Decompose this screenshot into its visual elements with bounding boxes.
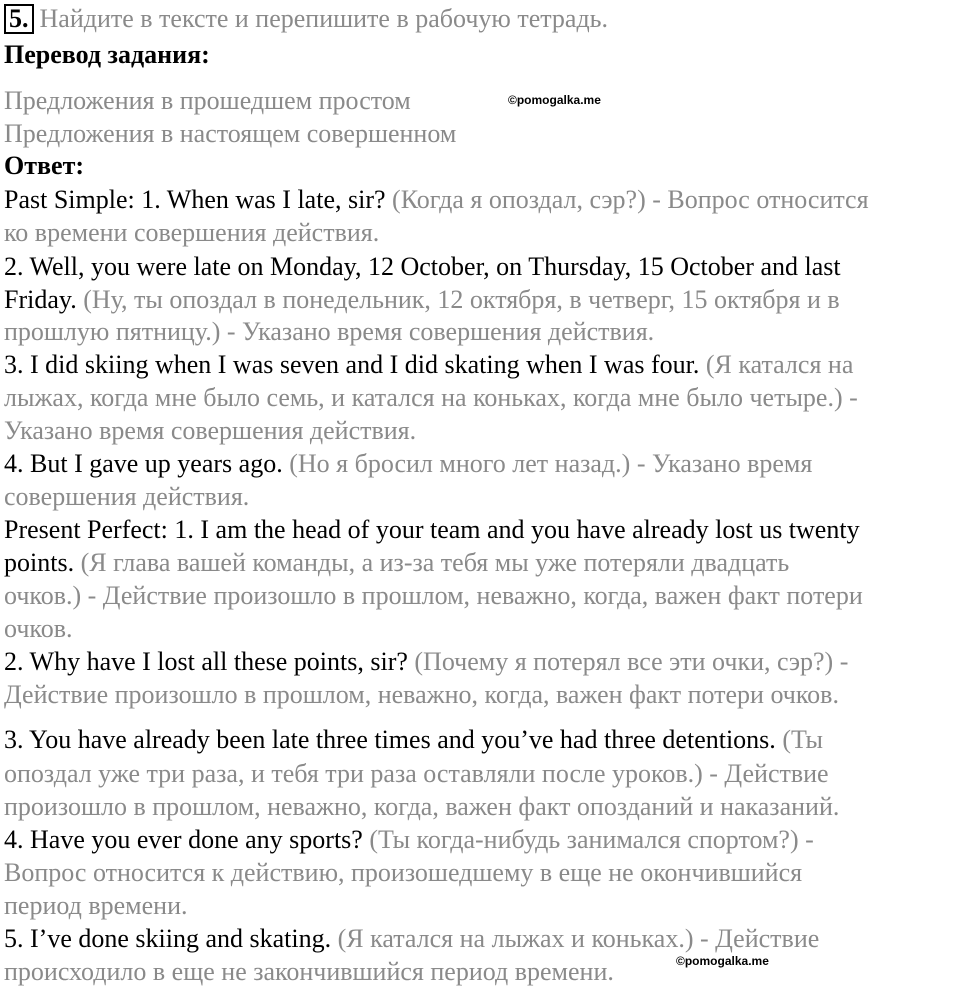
pp4-russian-cont-2: период времени. <box>4 891 188 920</box>
pp1-russian-cont-2: очков. <box>4 614 73 643</box>
ps3-russian-cont: лыжах, когда мне было семь, и катался на коньках, когда мне было четыре.) - <box>4 383 858 412</box>
pp4-line-1 <box>4 823 814 856</box>
pp2-russian: (Почему я потерял все эти очки, сэр?) - <box>414 647 849 676</box>
pp4-russian: (Ты когда-нибудь занимался спортом?) - <box>369 825 814 854</box>
ps3-russian: (Я катался на <box>705 350 854 379</box>
pp5-english: 5. I’ve done skiing and skating. <box>4 924 332 953</box>
past-simple-item-1 <box>4 183 869 216</box>
present-perfect-label: Present Perfect: <box>4 515 168 544</box>
translation-heading: Перевод задания: <box>4 40 210 69</box>
translation-line-2: Предложения в настоящем совершенном <box>4 119 457 148</box>
ps2-line-2 <box>4 283 840 316</box>
pp1-russian: (Я глава вашей команды, а из-за тебя мы уже потеряли двадцать <box>80 548 790 577</box>
pp3-line-1 <box>4 723 823 756</box>
pp3-english: 3. You have already been late three times and you’ve had three detentions. <box>4 725 776 754</box>
ps3-russian-cont-2: Указано время совершения действия. <box>4 416 417 445</box>
ps2-russian-cont: прошлую пятницу.) - Указано время совершения действия. <box>4 317 655 346</box>
pp1-english-cont: points. <box>4 548 75 577</box>
pp1-line-2 <box>4 546 789 579</box>
watermark-top: ©pomogalka.me <box>508 93 601 107</box>
task-line <box>4 2 608 35</box>
ps4-english: 4. But I gave up years ago. <box>4 449 283 478</box>
ps4-line-1 <box>4 447 812 480</box>
pp2-english: 2. Why have I lost all these points, sir? <box>4 647 408 676</box>
ps3-line-1 <box>4 348 853 381</box>
ps2-russian: (Ну, ты опоздал в понедельник, 12 октября, в четверг, 15 октября и в <box>83 285 840 314</box>
pp1-russian-cont: очков.) - Действие произошло в прошлом, неважно, когда, важен факт потери <box>4 581 863 610</box>
watermark-bottom: ©pomogalka.me <box>676 954 769 968</box>
ps4-russian-cont: совершения действия. <box>4 482 250 511</box>
ps3-english: 3. I did skiing when I was seven and I did skating when I was four. <box>4 350 700 379</box>
pp4-english: 4. Have you ever done any sports? <box>4 825 363 854</box>
pp5-russian: (Я катался на лыжах и коньках.) - Действие <box>337 924 820 953</box>
pp4-russian-cont: Вопрос относится к действию, произошедшему в еще не окончившийся <box>4 858 803 887</box>
task-text: Найдите в тексте и перепишите в рабочую тетрадь. <box>39 4 609 33</box>
ps1-russian-cont: ко времени совершения действия. <box>4 218 380 247</box>
pp2-russian-cont: Действие произошло в прошлом, неважно, когда, важен факт потери очков. <box>4 680 839 709</box>
ps1-english: 1. When was I late, sir? <box>141 185 386 214</box>
task-number: 5. <box>4 4 34 34</box>
ps4-russian: (Но я бросил много лет назад.) - Указано время <box>289 449 813 478</box>
answer-heading: Ответ: <box>4 151 85 180</box>
pp3-russian-cont: опоздал уже три раза, и тебя три раза оставляли после уроков.) - Действие <box>4 759 829 788</box>
pp3-russian: (Ты <box>782 725 824 754</box>
past-simple-label: Past Simple: <box>4 185 135 214</box>
pp1-english: 1. I am the head of your team and you have already lost us twenty <box>174 515 860 544</box>
translation-line-1: Предложения в прошедшем простом <box>4 86 411 115</box>
ps2-english: 2. Well, you were late on Monday, 12 October, on Thursday, 15 October and last <box>4 252 841 281</box>
ps1-russian: (Когда я опоздал, сэр?) - Вопрос относится <box>392 185 869 214</box>
present-perfect-item-1 <box>4 513 860 546</box>
pp3-russian-cont-2: произошло в прошлом, неважно, когда, важен факт опозданий и наказаний. <box>4 792 840 821</box>
pp5-line-1 <box>4 922 819 955</box>
pp2-line-1 <box>4 645 848 678</box>
pp5-russian-cont: происходило в еще не закончившийся период времени. <box>4 957 614 986</box>
ps2-english-cont: Friday. <box>4 285 77 314</box>
